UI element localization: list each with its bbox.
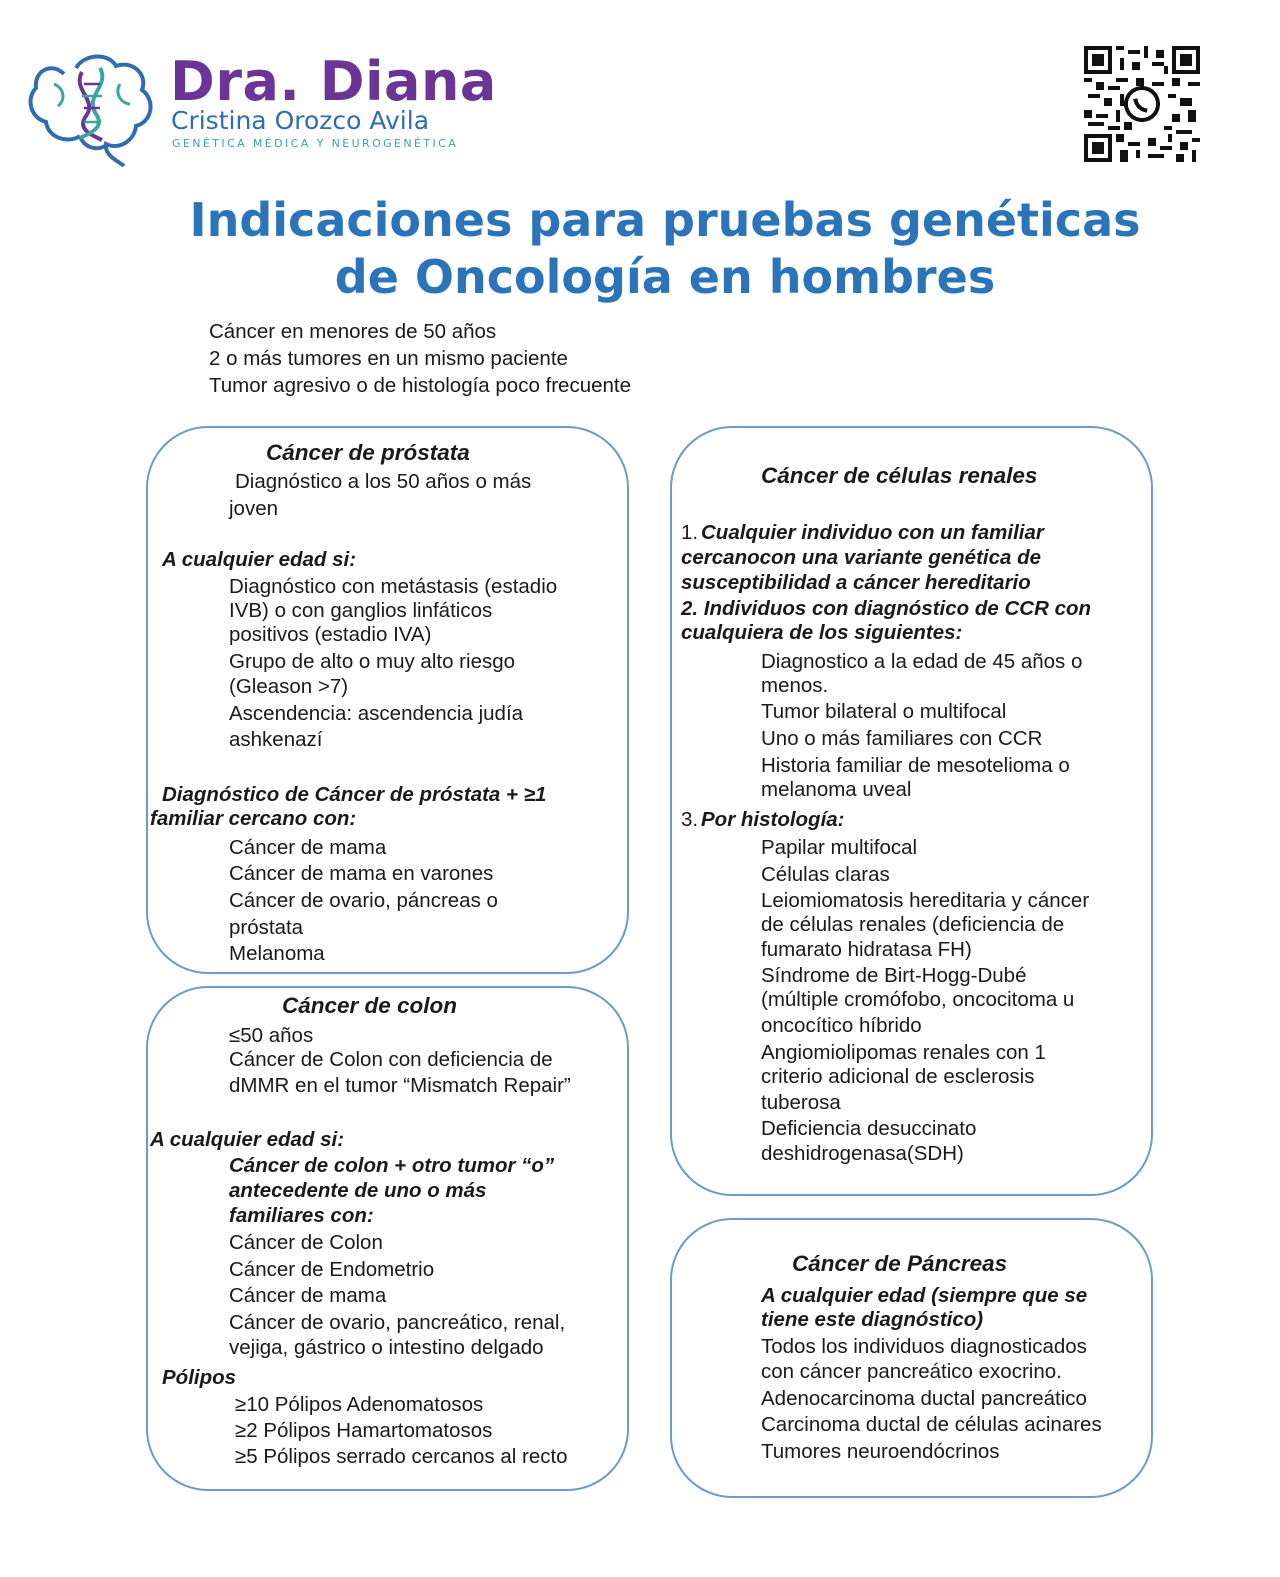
renal-item-2-list: Tumor bilateral o multifocal (761, 700, 1007, 723)
renal-item-1: cercanocon una variante genética de (681, 546, 1042, 569)
prostate-family-heading: familiar cercano con: (150, 807, 357, 830)
prostate-list-item: positivos (estadio IVA) (229, 623, 432, 646)
prostate-list-item: Ascendencia: ascendencia judía (229, 702, 524, 725)
prostate-family-item: próstata (229, 916, 304, 939)
colon-polyps-item: ≥10 Pólipos Adenomatosos (235, 1393, 484, 1416)
prostate-intro-line: joven (229, 497, 279, 520)
prostate-list-item: Grupo de alto o muy alto riesgo (229, 650, 516, 673)
general-criteria-list (209, 318, 631, 399)
renal-item-2-list: melanoma uveal (761, 778, 912, 801)
renal-item-3-list: de células renales (deficiencia de (761, 913, 1065, 936)
criteria-item: Cáncer en menores de 50 años (209, 320, 497, 343)
colon-family-item: Cáncer de ovario, pancreático, renal, (229, 1311, 566, 1334)
colon-card-title: Cáncer de colon (282, 993, 458, 1018)
colon-polyps-heading: Pólipos (162, 1366, 237, 1389)
prostate-list-item: (Gleason >7) (229, 675, 349, 698)
renal-item-2-list: Uno o más familiares con CCR (761, 727, 1043, 750)
prostate-list-item: Diagnóstico con metástasis (estadio (229, 575, 558, 598)
colon-intro-line: dMMR en el tumor “Mismatch Repair” (229, 1074, 571, 1097)
renal-item-1: susceptibilidad a cáncer hereditario (681, 571, 1031, 594)
pancreas-list-item: Carcinoma ductal de células acinares (761, 1413, 1102, 1436)
pancreas-list-item: con cáncer pancreático exocrino. (761, 1360, 1062, 1383)
brand-name: Dra. Diana (170, 50, 497, 113)
colon-family-item: vejiga, gástrico o intestino delgado (229, 1336, 544, 1359)
renal-item-3-list: Leiomiomatosis hereditaria y cáncer (761, 889, 1090, 912)
prostate-any-age-heading: A cualquier edad si: (162, 548, 357, 571)
colon-sub-heading: Cáncer de colon + otro tumor “o” (229, 1154, 555, 1177)
whatsapp-qr-code-icon[interactable] (1084, 46, 1200, 162)
renal-item-1-number: 1. (681, 521, 699, 544)
renal-item-3-list: deshidrogenasa(SDH) (761, 1142, 964, 1165)
renal-item-3-list: Angiomiolipomas renales con 1 (761, 1041, 1046, 1064)
renal-item-3-list: (múltiple cromófobo, oncocitoma u (761, 988, 1075, 1011)
renal-card-title: Cáncer de células renales (761, 463, 1038, 488)
renal-item-3-list: Síndrome de Birt-Hogg-Dubé (761, 964, 1027, 987)
prostate-list-item: IVB) o con ganglios linfáticos (229, 599, 493, 622)
renal-item-3-number: 3. (681, 808, 699, 831)
renal-item-2-list: Historia familiar de mesotelioma o (761, 754, 1070, 777)
criteria-item: 2 o más tumores en un mismo paciente (209, 347, 568, 370)
colon-any-age-heading: A cualquier edad si: (150, 1128, 345, 1151)
renal-item-3-list: fumarato hidratasa FH) (761, 938, 972, 961)
pancreas-list-item: Tumores neuroendócrinos (761, 1440, 1000, 1463)
renal-item-2-list: menos. (761, 674, 829, 697)
page-title (0, 192, 1280, 306)
prostate-family-item: Cáncer de mama (229, 836, 387, 859)
prostate-family-item: Melanoma (229, 942, 325, 965)
renal-item-3-list: Papilar multifocal (761, 836, 918, 859)
criteria-item: Tumor agresivo o de histología poco frecuente (209, 374, 632, 397)
pancreas-list-item: Adenocarcinoma ductal pancreático (761, 1387, 1087, 1410)
renal-item-3-list: tuberosa (761, 1091, 841, 1114)
prostate-card-title: Cáncer de próstata (266, 440, 470, 465)
colon-polyps-item: ≥2 Pólipos Hamartomatosos (235, 1419, 493, 1442)
prostate-intro-line: Diagnóstico a los 50 años o más (235, 470, 532, 493)
colon-family-item: Cáncer de mama (229, 1284, 387, 1307)
brain-dna-logo-icon (24, 44, 164, 168)
colon-family-item: Cáncer de Endometrio (229, 1258, 435, 1281)
page-title-line-2: de Oncología en hombres (334, 250, 996, 304)
pancreas-sub-heading: tiene este diagnóstico) (761, 1308, 984, 1331)
renal-item-3-list: criterio adicional de esclerosis (761, 1065, 1035, 1088)
renal-item-2: 2. Individuos con diagnóstico de CCR con (681, 597, 1092, 620)
pancreas-list-item: Todos los individuos diagnosticados (761, 1335, 1087, 1358)
renal-item-2: cualquiera de los siguientes: (681, 621, 963, 644)
pancreas-card-title: Cáncer de Páncreas (792, 1251, 1008, 1276)
brand-tagline: GENÉTICA MÉDICA Y NEUROGENÉTICA (172, 137, 459, 150)
colon-sub-heading: familiares con: (229, 1204, 374, 1227)
pancreas-sub-heading: A cualquier edad (siempre que se (761, 1284, 1088, 1307)
page-title-line-1: Indicaciones para pruebas genéticas (189, 193, 1141, 247)
renal-item-3-list: Células claras (761, 863, 890, 886)
prostate-list-item: ashkenazí (229, 728, 323, 751)
renal-item-1: Cualquier individuo con un familiar (701, 521, 1044, 544)
colon-intro-line: Cáncer de Colon con deficiencia de (229, 1048, 553, 1071)
prostate-family-item: Cáncer de ovario, páncreas o (229, 889, 498, 912)
renal-item-3-list: oncocítico híbrido (761, 1014, 922, 1037)
prostate-family-item: Cáncer de mama en varones (229, 862, 494, 885)
renal-item-2-list: Diagnostico a la edad de 45 años o (761, 650, 1083, 673)
colon-polyps-item: ≥5 Pólipos serrado cercanos al recto (235, 1445, 568, 1468)
prostate-family-heading: Diagnóstico de Cáncer de próstata + ≥1 (162, 783, 547, 806)
renal-item-3: Por histología: (701, 808, 845, 831)
colon-family-item: Cáncer de Colon (229, 1231, 383, 1254)
colon-intro-line: ≤50 años (229, 1024, 314, 1047)
colon-sub-heading: antecedente de uno o más (229, 1179, 487, 1202)
brand-subtitle: Cristina Orozco Avila (171, 106, 430, 135)
renal-item-3-list: Deficiencia desuccinato (761, 1117, 977, 1140)
